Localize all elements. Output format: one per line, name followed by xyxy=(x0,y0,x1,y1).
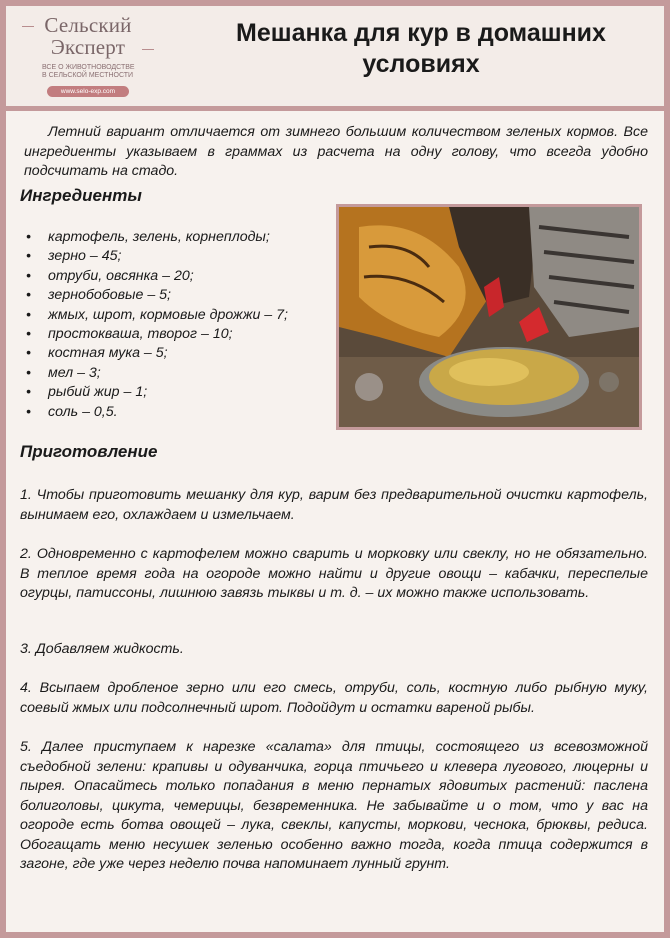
list-item: • костная мука – 5; xyxy=(26,345,168,362)
list-item: • зерно – 45; xyxy=(26,248,122,265)
chickens-feeding-photo xyxy=(336,204,642,430)
step-4: 4. Всыпаем дробленое зерно или его смесь, отруби, соль, костную либо рыбную муку, соевый жмых или подсолнечный шрот. Подойдут и остатки вареной рыбы. xyxy=(20,680,648,716)
list-item: • отруби, овсянка – 20; xyxy=(26,267,194,284)
step-1: 1. Чтобы приготовить мешанку для кур, варим без предварительной очистки картофель, вынимаем его, охлаждаем и измельчаем. xyxy=(20,487,648,523)
ingredients-list xyxy=(26,228,288,422)
intro-paragraph: Летний вариант отличается от зимнего большим количеством зеленых кормов. Все ингредиенты указываем в граммах из расчета на одну голову, что всегда удобно подсчитать на стадо. xyxy=(24,124,648,179)
page-title: Мешанка для кур в домашних условиях xyxy=(236,19,606,78)
list-item: • картофель, зелень, корнеплоды; xyxy=(26,229,270,245)
step-2: 2. Одновременно с картофелем можно сварить и морковку или свеклу, но не обязательно. В теплое время года на огороде можно найти и другие овощи – кабачки, переспелые огурцы, патиссоны, лишнюю завязь тыквы и т. д. – их можно также использовать. xyxy=(20,546,648,601)
logo-tagline-line2: В СЕЛЬСКОЙ МЕСТНОСТИ xyxy=(42,72,134,79)
list-item: • простокваша, творог – 10; xyxy=(26,326,233,343)
photo-illustration xyxy=(339,207,639,427)
ingredients-heading: Ингредиенты xyxy=(20,186,142,205)
logo-line xyxy=(22,26,34,27)
preparation-heading: Приготовление xyxy=(20,442,158,461)
logo-url: www.selo-exp.com xyxy=(47,86,129,97)
header xyxy=(6,6,664,111)
logo-title-line2: Эксперт xyxy=(50,35,126,59)
logo-tagline-line1: ВСЕ О ЖИВОТНОВОДСТВЕ xyxy=(42,64,135,71)
step-3: 3. Добавляем жидкость. xyxy=(20,641,184,657)
logo-line xyxy=(142,49,154,50)
logo xyxy=(18,14,158,102)
list-item: • соль – 0,5. xyxy=(26,403,118,420)
logo-title-line1: Сельский xyxy=(44,13,132,37)
list-item: • зернобобовые – 5; xyxy=(26,287,171,304)
list-item: • жмых, шрот, кормовые дрожжи – 7; xyxy=(26,306,288,323)
list-item: • мел – 3; xyxy=(26,364,101,381)
step-5: 5. Далее приступаем к нарезке «салата» для птицы, состоящего из всевозможной съедобной зелени: крапивы и одуванчика, горца птичьего и клевера лугового, люцерны и пырея. Опасайтесь только попадания в меню пернатых ядовитых растений: паслена болиголовы, цикута, чемерицы, безвременника. Не забывайте и о том, что у вас на огороде есть ботва овощей – лука, свеклы, капусты, моркови, чеснока, брюквы, редиса. Обогащать меню несушек зеленью особенно важно тогда, когда птица содержится в загоне, где уже через неделю почва напоминает лунный грунт. xyxy=(20,739,648,872)
list-item: • рыбий жир – 1; xyxy=(26,384,148,401)
